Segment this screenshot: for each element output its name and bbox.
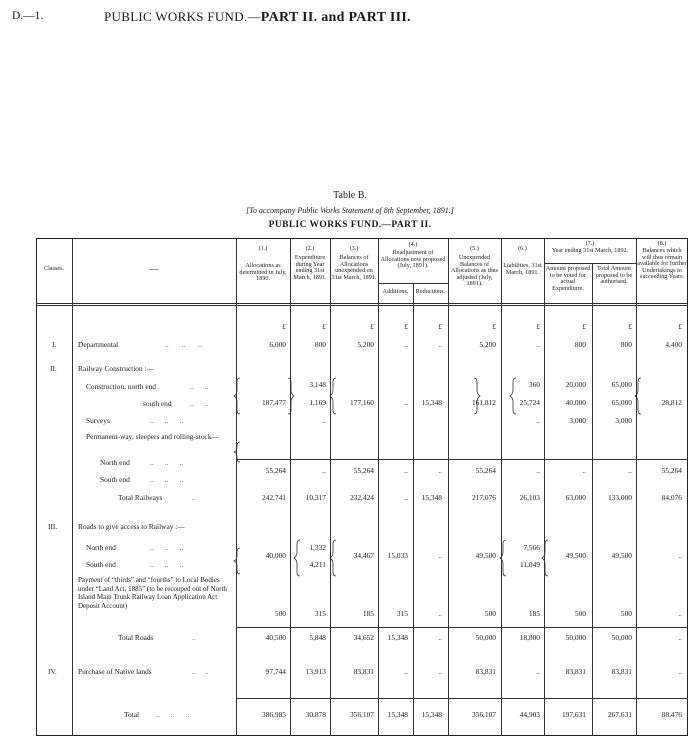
header-col5-number: (5.) bbox=[470, 245, 479, 252]
cell-col2: 5,848 bbox=[309, 633, 326, 642]
subheader-rule bbox=[378, 283, 448, 284]
cell-col6: .. bbox=[536, 466, 540, 475]
cell-col2: 1,169 bbox=[309, 398, 326, 407]
col-divider bbox=[72, 238, 73, 736]
col-divider bbox=[448, 238, 449, 736]
col-divider bbox=[592, 263, 593, 736]
row-class-label: III. bbox=[48, 522, 58, 531]
leader-dots: .. .. .. bbox=[156, 710, 190, 719]
row-class-label: II. bbox=[50, 364, 57, 373]
leader-dots: .. .. .. bbox=[150, 475, 184, 484]
row-description: Surveys bbox=[86, 416, 110, 425]
col-divider bbox=[413, 283, 414, 736]
cell-col4a: .. bbox=[404, 398, 408, 407]
header-col4-number: (4.) bbox=[408, 241, 418, 248]
cell-col1: 6,000 bbox=[269, 340, 286, 349]
cell-col8: 4,400 bbox=[665, 340, 682, 349]
header-col7-voted: Amount proposed to be voted for actual Expenditure. bbox=[545, 265, 591, 292]
header-col5: Unexpended Balances of Allocations as thus adjusted (July, 1891). bbox=[450, 254, 499, 288]
row-description: Departmental bbox=[78, 340, 119, 349]
cell-col5: 356,107 bbox=[471, 710, 496, 719]
cell-col7a: 3,000 bbox=[569, 416, 586, 425]
cell-col4a: 315 bbox=[396, 609, 408, 618]
currency-symbol: £ bbox=[322, 322, 326, 331]
header-col8: Balances which will thus remain available for further Undertakings in succeeding Years. bbox=[637, 247, 687, 281]
cell-col3: 356,107 bbox=[349, 710, 374, 719]
cell-col1: 242,741 bbox=[261, 493, 286, 502]
col-divider bbox=[636, 238, 637, 736]
cell-col6: .. bbox=[536, 416, 540, 425]
cell-col3: 55,264 bbox=[353, 466, 374, 475]
header-classes: Classes. bbox=[43, 265, 65, 272]
row-description: Purchase of Native lands bbox=[78, 667, 152, 676]
cell-col7b: .. bbox=[628, 466, 632, 475]
subtotal-rule bbox=[236, 459, 688, 460]
cell-col2: 315 bbox=[314, 609, 326, 618]
cell-col1: 40,000 bbox=[265, 551, 286, 560]
cell-col4a: .. bbox=[404, 340, 408, 349]
cell-col8: 88,476 bbox=[661, 710, 682, 719]
leader-dots: .. bbox=[192, 633, 196, 642]
cell-col2: 10,317 bbox=[305, 493, 326, 502]
cell-col7b: 50,000 bbox=[611, 633, 632, 642]
cell-col4a: .. bbox=[404, 667, 408, 676]
header-col2: Expenditure during Year ending 31st March, 1891. bbox=[293, 254, 327, 281]
row-description: Roads to give access to Railway :— bbox=[78, 522, 185, 531]
currency-symbol: £ bbox=[492, 322, 496, 331]
table-title: Table B. bbox=[333, 190, 367, 201]
cell-col2: .. bbox=[322, 416, 326, 425]
cell-col4b: 15,348 bbox=[421, 710, 442, 719]
col-divider bbox=[330, 238, 331, 736]
cell-col7b: 83,831 bbox=[611, 667, 632, 676]
total-rule bbox=[236, 698, 688, 699]
cell-col1: 386,985 bbox=[261, 710, 286, 719]
row-description: south end bbox=[143, 399, 172, 408]
row-description: Total Railways bbox=[118, 493, 163, 502]
cell-col6: 7,566 bbox=[523, 543, 540, 552]
table-frame bbox=[36, 238, 688, 736]
header-description: — bbox=[149, 264, 159, 274]
cell-col8: .. bbox=[678, 633, 682, 642]
row-description: North end bbox=[100, 458, 130, 467]
cell-col5: 217,076 bbox=[471, 493, 496, 502]
leader-dots: .. .. bbox=[190, 382, 209, 391]
row-description: Railway Construction :— bbox=[78, 364, 154, 373]
row-description: Payment of “thirds” and “fourths” to Local Bodies under “Land Act, 1885” (to be recouped out of North Island Main Trunk Railway Loan Application Act Deposit Account) bbox=[78, 576, 227, 610]
currency-symbol: £ bbox=[282, 322, 286, 331]
cell-col6: 18,800 bbox=[519, 633, 540, 642]
cell-col4a: 15,033 bbox=[387, 551, 408, 560]
leader-dots: .. .. bbox=[192, 667, 209, 676]
currency-symbol: £ bbox=[582, 322, 586, 331]
row-description: Permanent-way, sleepers and rolling-stock— bbox=[86, 432, 219, 441]
cell-col3: 34,467 bbox=[353, 551, 374, 560]
cell-col6: .. bbox=[536, 340, 540, 349]
leader-dots: .. .. bbox=[190, 399, 209, 408]
header-col8-number: (8.) bbox=[657, 240, 667, 247]
cell-col7a: 49,500 bbox=[565, 551, 586, 560]
cell-col4b: .. bbox=[438, 466, 442, 475]
currency-symbol: £ bbox=[628, 322, 632, 331]
cell-col4b: 15,348 bbox=[421, 398, 442, 407]
cell-col7a: .. bbox=[582, 466, 586, 475]
cell-col8: 55,264 bbox=[661, 466, 682, 475]
header-col4: Readjustment of Allocations now proposed (July, 1891). bbox=[380, 249, 446, 270]
cell-col6: 185 bbox=[528, 609, 540, 618]
cell-col6: 44,903 bbox=[519, 710, 540, 719]
currency-symbol: £ bbox=[404, 322, 408, 331]
table-subtitle: [To accompany Public Works Statement of 8th September, 1891.] bbox=[246, 206, 454, 215]
header-col4-reductions: Reductions. bbox=[415, 288, 446, 295]
cell-col6: 11,049 bbox=[519, 560, 540, 569]
cell-col8: .. bbox=[678, 667, 682, 676]
cell-col5: 500 bbox=[484, 609, 496, 618]
cell-col5: 83,831 bbox=[475, 667, 496, 676]
cell-col7a: 197,631 bbox=[561, 710, 586, 719]
leader-dots: .. bbox=[192, 493, 196, 502]
cell-col7b: 3,000 bbox=[615, 416, 632, 425]
header-col3-number: (3.) bbox=[349, 245, 359, 252]
cell-col6: 25,724 bbox=[519, 398, 540, 407]
leader-dots: .. .. .. bbox=[165, 340, 202, 349]
cell-col3: 34,652 bbox=[353, 633, 374, 642]
cell-col6: .. bbox=[536, 667, 540, 676]
currency-symbol: £ bbox=[536, 322, 540, 331]
cell-col8: .. bbox=[678, 609, 682, 618]
cell-col4a: 15,348 bbox=[387, 710, 408, 719]
cell-col8: 28,812 bbox=[661, 398, 682, 407]
cell-col7b: 267,631 bbox=[607, 710, 632, 719]
header-rule bbox=[36, 303, 688, 306]
row-description: North end bbox=[86, 543, 116, 552]
cell-col5: 5,200 bbox=[479, 340, 496, 349]
cell-col2: 3,148 bbox=[309, 380, 326, 389]
cell-col5: 49,500 bbox=[475, 551, 496, 560]
header-col2-number: (2.) bbox=[305, 245, 315, 252]
cell-col8: 84,076 bbox=[661, 493, 682, 502]
cell-col7a: 83,831 bbox=[565, 667, 586, 676]
header-col3: Balances of Allocations unexpended on 31st March, 1891. bbox=[331, 254, 377, 281]
cell-col4b: .. bbox=[438, 551, 442, 560]
cell-col8: .. bbox=[678, 551, 682, 560]
cell-col7a: 20,000 bbox=[565, 380, 586, 389]
cell-col7b: 65,000 bbox=[611, 398, 632, 407]
page-reference: D.—1. bbox=[12, 10, 44, 22]
col-divider bbox=[501, 238, 502, 736]
cell-col4b: .. bbox=[438, 633, 442, 642]
leader-dots: .. .. .. bbox=[150, 458, 184, 467]
cell-col7b: 49,500 bbox=[611, 551, 632, 560]
row-description: South end bbox=[86, 560, 116, 569]
cell-col7a: 50,000 bbox=[565, 633, 586, 642]
cell-col1: 500 bbox=[274, 609, 286, 618]
subheader-rule bbox=[544, 263, 636, 264]
row-description: Construction, north end bbox=[86, 382, 156, 391]
col-divider bbox=[236, 238, 237, 736]
cell-col5: 50,000 bbox=[475, 633, 496, 642]
cell-col7a: 800 bbox=[574, 340, 586, 349]
table-fund-title: PUBLIC WORKS FUND.—PART II. bbox=[268, 220, 432, 230]
cell-col7b: 800 bbox=[620, 340, 632, 349]
row-description: South end bbox=[100, 475, 130, 484]
cell-col7b: 500 bbox=[620, 609, 632, 618]
header-col1: Allocations as determined in July, 1890. bbox=[239, 262, 287, 283]
cell-col6: 26,103 bbox=[519, 493, 540, 502]
cell-col3: 185 bbox=[362, 609, 374, 618]
cell-col2: 800 bbox=[314, 340, 326, 349]
row-description: Total bbox=[124, 710, 140, 719]
leader-dots: .. .. .. bbox=[150, 416, 184, 425]
cell-col4b: .. bbox=[438, 667, 442, 676]
currency-symbol: £ bbox=[678, 322, 682, 331]
cell-col7b: 65,000 bbox=[611, 380, 632, 389]
col-divider bbox=[378, 238, 379, 736]
row-description: Total Roads bbox=[118, 633, 154, 642]
header-col6: Liabilities, 31st March, 1891. bbox=[503, 262, 542, 276]
cell-col2: 4,211 bbox=[309, 560, 326, 569]
cell-col3: 177,160 bbox=[349, 398, 374, 407]
leader-dots: .. .. .. bbox=[150, 560, 184, 569]
row-class-label: IV. bbox=[48, 667, 57, 676]
cell-col4a: .. bbox=[404, 493, 408, 502]
subtotal-rule bbox=[236, 627, 688, 628]
cell-col4b: .. bbox=[438, 609, 442, 618]
cell-col5: 161,812 bbox=[471, 398, 496, 407]
col-divider bbox=[290, 238, 291, 736]
header-col7: Year ending 31st March, 1892. bbox=[551, 247, 629, 254]
cell-col2: 13,913 bbox=[305, 667, 326, 676]
cell-col4a: 15,348 bbox=[387, 633, 408, 642]
cell-col3: 232,424 bbox=[349, 493, 374, 502]
cell-col1: 97,744 bbox=[265, 667, 286, 676]
cell-col2: 1,332 bbox=[309, 543, 326, 552]
cell-col3: 83,831 bbox=[353, 667, 374, 676]
header-col7-authorised: Total Amount proposed to be authorised. bbox=[595, 265, 633, 286]
cell-col4b: .. bbox=[438, 340, 442, 349]
header-col1-number: (1.) bbox=[258, 245, 268, 252]
header-col4-additions: Additions. bbox=[382, 288, 409, 295]
cell-col1: 40,500 bbox=[265, 633, 286, 642]
cell-col5: 55,264 bbox=[475, 466, 496, 475]
currency-symbol: £ bbox=[438, 322, 442, 331]
cell-col7a: 500 bbox=[574, 609, 586, 618]
leader-dots: .. .. .. bbox=[150, 543, 184, 552]
cell-col7a: 63,000 bbox=[565, 493, 586, 502]
cell-col2: .. bbox=[322, 466, 326, 475]
cell-col1: 55,264 bbox=[265, 466, 286, 475]
row-class-label: I. bbox=[52, 340, 57, 349]
col-divider bbox=[544, 238, 545, 736]
page-title bbox=[104, 9, 411, 26]
header-col7-number: (7.) bbox=[585, 240, 595, 247]
page-title-parts: PART II. and PART III. bbox=[260, 10, 411, 25]
header-col6-number: (6.) bbox=[518, 245, 527, 252]
cell-col3: 5,200 bbox=[357, 340, 374, 349]
cell-col2: 30,878 bbox=[305, 710, 326, 719]
cell-col1: 187,477 bbox=[261, 398, 286, 407]
currency-symbol: £ bbox=[370, 322, 374, 331]
cell-col7a: 40,000 bbox=[565, 398, 586, 407]
cell-col7b: 133,000 bbox=[607, 493, 632, 502]
cell-col4b: 15,348 bbox=[421, 493, 442, 502]
cell-col6: 360 bbox=[528, 380, 540, 389]
cell-col4a: .. bbox=[404, 466, 408, 475]
page-title-prefix: PUBLIC WORKS FUND.— bbox=[104, 9, 261, 24]
